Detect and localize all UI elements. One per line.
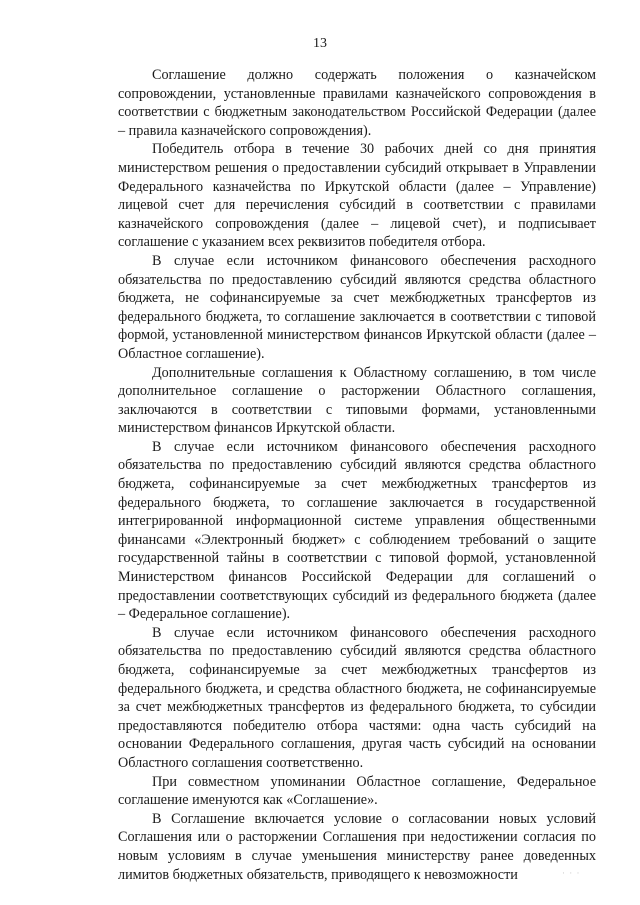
paragraph: Соглашение должно содержать положения о казначейском сопровождении, установленные правилами казначейского сопровождения в соответствии с бюджетным законодательством Российской Федерации (далее – правила казначейского сопровождения). bbox=[118, 67, 596, 139]
page-number: 13 bbox=[313, 36, 327, 51]
paragraph: В случае если источником финансового обеспечения расходного обязательства по предоставлению субсидий являются средства областного бюджета, софинансируемые за счет межбюджетных трансфертов из федерального бюджета, то соглашение заключается в государственной интегрированной информационной системе управления общественными финансами «Электронный бюджет» с соблюдением требований о защите государственной тайны в соответствии с типовой формой, установленной Министерством финансов Российской Федерации для соглашений о предоставлении соответствующих субсидий из федерального бюджета (далее – Федеральное соглашение). bbox=[118, 438, 596, 623]
paragraph: В Соглашение включается условие о согласовании новых условий Соглашения или о расторжении Соглашения при недостижении согласия по новым условиям в случае уменьшения министерству ранее доведенных лимитов бюджетных обязательств, приводящего к невозможности bbox=[118, 810, 596, 883]
paragraph: При совместном упоминании Областное соглашение, Федеральное соглашение именуются как «Соглашение». bbox=[118, 773, 596, 809]
paragraph: Победитель отбора в течение 30 рабочих дней со дня принятия министерством решения о предоставлении субсидий открывает в Управлении Федерального казначейства по Иркутской области (далее – Управление) лицевой счет для перечисления субсидий в соответствии с правилами казначейского сопровождения (далее – лицевой счет), и подписывает соглашение с указанием всех реквизитов победителя отбора. bbox=[118, 141, 596, 251]
paragraph: Дополнительные соглашения к Областному соглашению, в том числе дополнительное соглашение о расторжении Областного соглашения, заключаются в соответствии с типовыми формами, установленными министерством финансов Иркутской области. bbox=[118, 364, 596, 437]
paragraph: В случае если источником финансового обеспечения расходного обязательства по предоставлению субсидий являются средства областного бюджета, не софинансируемые за счет межбюджетных трансфертов из федерального бюджета, то соглашение заключается в соответствии с типовой формой, установленной министерством финансов Иркутской области (далее – Областное соглашение). bbox=[118, 252, 596, 362]
faint-mark: · · · bbox=[562, 868, 581, 878]
paragraph: В случае если источником финансового обеспечения расходного обязательства по предоставлению субсидий являются средства областного бюджета, софинансируемые за счет межбюджетных трансфертов из федерального бюджета, и средства областного бюджета, не софинансируемые за счет межбюджетных трансфертов из федерального бюджета, то субсидии предоставляются победителю отбора частями: одна часть субсидий на основании Федерального соглашения, другая часть субсидий на основании Областного соглашения соответственно. bbox=[118, 624, 596, 771]
document-body bbox=[118, 66, 596, 884]
